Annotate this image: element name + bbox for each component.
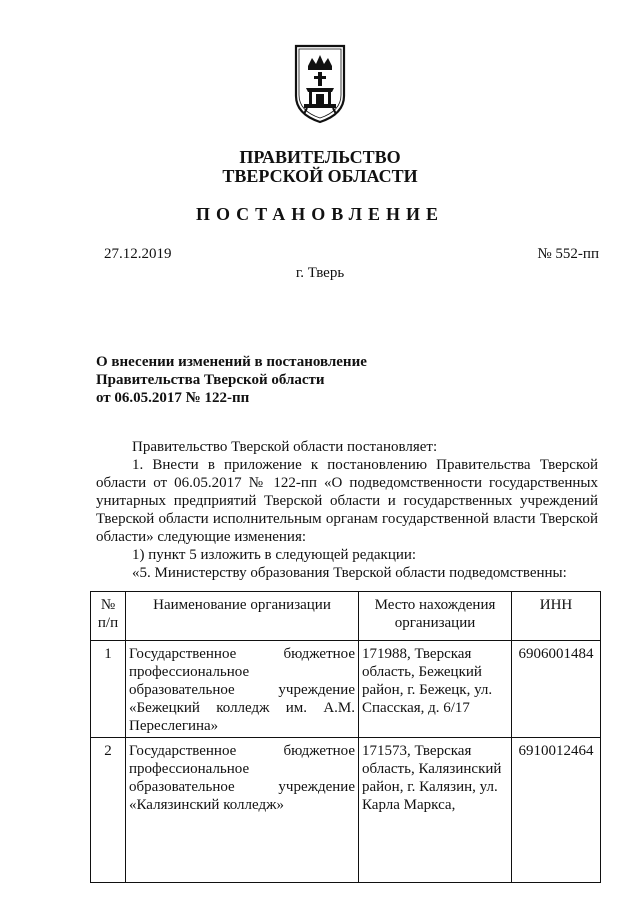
subject-line3: от 06.05.2017 № 122-пп (96, 390, 250, 406)
table-row (91, 641, 601, 738)
document-subject (96, 353, 367, 407)
row-name: Государственное бюджетное профессиональное образовательное учреждение «Бежецкий колледж им. А.М. Переслегина» (126, 641, 359, 738)
subject-line2: Правительства Тверской области (96, 372, 325, 388)
subject-line1: О внесении изменений в постановление (96, 354, 367, 370)
row-num: 2 (91, 738, 126, 883)
header-inn: ИНН (512, 592, 601, 641)
organizations-table (90, 591, 601, 883)
document-city: г. Тверь (295, 265, 345, 281)
row-name: Государственное бюджетное профессиональное образовательное учреждение «Калязинский колледж» (126, 738, 359, 883)
row-location: 171573, Тверская область, Калязинский район, г. Калязин, ул. Карла Маркса, (359, 738, 512, 883)
coat-of-arms-emblem (294, 44, 346, 124)
row-inn: 6906001484 (512, 641, 601, 738)
row-location: 171988, Тверская область, Бежецкий район, г. Бежецк, ул. Спасская, д. 6/17 (359, 641, 512, 738)
body-paragraph-1: Правительство Тверской области постановляет: (132, 439, 438, 455)
header-num: № п/п (91, 592, 126, 641)
header-location: Место нахождения организации (359, 592, 512, 641)
organization-name-line1: ПРАВИТЕЛЬСТВО (239, 147, 401, 167)
body-paragraph-2: 1. Внести в приложение к постановлению Правительства Тверской области от 06.05.2017 № 122-пп «О подведомственности государственных унитарных предприятий Тверской области и государственных учреждений Тверской области исполнительным органам государственной власти Тверской области» следующие изменения: (96, 457, 598, 545)
table-row (91, 738, 601, 883)
row-inn: 6910012464 (512, 738, 601, 883)
body-paragraph-3: 1) пункт 5 изложить в следующей редакции: (132, 547, 417, 563)
document-type: ПОСТАНОВЛЕНИЕ (195, 204, 445, 224)
organization-name-line2: ТВЕРСКОЙ ОБЛАСТИ (222, 166, 418, 186)
row-num: 1 (91, 641, 126, 738)
table-header-row (91, 592, 601, 641)
body-paragraph-4: «5. Министерству образования Тверской области подведомственны: (132, 565, 567, 581)
document-date: 27.12.2019 (104, 246, 172, 262)
header-name: Наименование организации (126, 592, 359, 641)
document-number: № 552-пп (537, 246, 599, 262)
document-body (96, 438, 598, 582)
